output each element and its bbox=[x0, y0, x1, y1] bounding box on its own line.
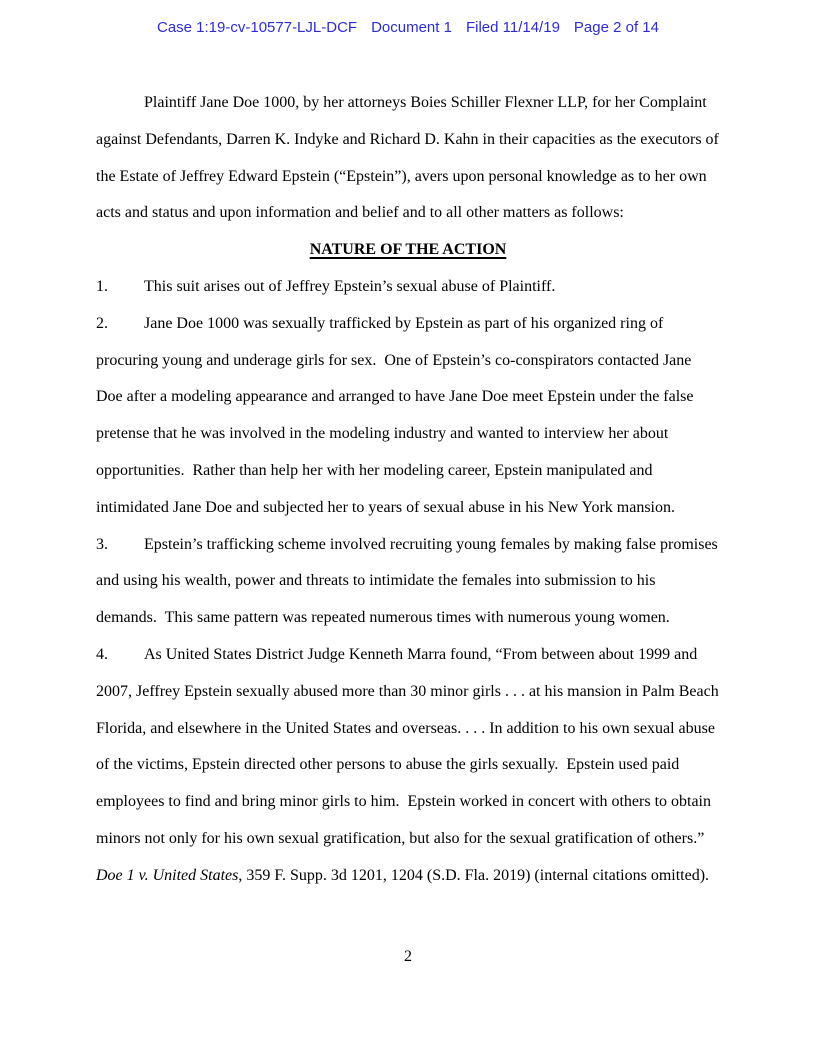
paragraph-number: 4. bbox=[96, 645, 108, 663]
case-citation: Doe 1 v. United States bbox=[96, 866, 239, 884]
numbered-paragraph-1 bbox=[96, 269, 720, 306]
page-number: 2 bbox=[404, 948, 412, 965]
numbered-paragraph-3 bbox=[96, 527, 720, 637]
section-heading bbox=[96, 232, 720, 269]
numbered-paragraph-2 bbox=[96, 306, 720, 527]
header-filed-date: Filed 11/14/19 bbox=[465, 19, 560, 36]
paragraph-text: Jane Doe 1000 was sexually trafficked by Epstein as part of his organized ring of procuring young and underage girls for sex. One of Epstein’s co-conspirators contacted Jane Doe after a modeling appearance and arranged to have Jane Doe meet Epstein under the false pretense that he was involved in the modeling industry and wanted to interview her about opportunities. Rather than help her with her modeling career, Epstein manipulated and intimidated Jane Doe and subjected her to years of sexual abuse in his New York mansion. bbox=[96, 314, 698, 516]
numbered-paragraph-4 bbox=[96, 637, 723, 895]
header-page-of-pages: Page 2 of 14 bbox=[573, 19, 659, 36]
section-heading-text: NATURE OF THE ACTION bbox=[309, 241, 507, 259]
document-body bbox=[96, 85, 723, 895]
paragraph-number: 2. bbox=[96, 314, 108, 332]
intro-paragraph bbox=[96, 85, 723, 232]
paragraph-text: This suit arises out of Jeffrey Epstein’s sexual abuse of Plaintiff. bbox=[144, 277, 556, 295]
pacer-header-stamp bbox=[0, 19, 816, 36]
paragraph-text-after-citation: , 359 F. Supp. 3d 1201, 1204 (S.D. Fla. 2019) (internal citations omitted). bbox=[238, 866, 710, 884]
paragraph-text: As United States District Judge Kenneth Marra found, “From between about 1999 and 2007, Jeffrey Epstein sexually abused more than 30 minor girls . . . at his mansion in Palm Beach Florida, and elsewhere in the United States and overseas. . . . In addition to his own sexual abuse of the victims, Epstein directed other persons to abuse the girls sexually. Epstein used paid employees to find and bring minor girls to him. Epstein worked in concert with others to obtain minors not only for his own sexual gratification, but also for the sexual gratification of others.” bbox=[96, 645, 723, 847]
intro-paragraph-text: Plaintiff Jane Doe 1000, by her attorneys Boies Schiller Flexner LLP, for her Complaint against Defendants, Darren K. Indyke and Richard D. Kahn in their capacities as the executors of the Estate of Jeffrey Edward Epstein (“Epstein”), avers upon personal knowledge as to her own acts and status and upon information and belief and to all other matters as follows: bbox=[96, 94, 723, 222]
header-document-number: Document 1 bbox=[371, 19, 452, 36]
paragraph-text: Epstein’s trafficking scheme involved recruiting young females by making false promises and using his wealth, power and threats to intimidate the females into submission to his demands. This same pattern was repeated numerous times with numerous young women. bbox=[96, 535, 722, 627]
paragraph-number: 3. bbox=[96, 535, 108, 553]
header-case-number: Case 1:19-cv-10577-LJL-DCF bbox=[156, 19, 358, 36]
paragraph-number: 1. bbox=[96, 277, 108, 295]
